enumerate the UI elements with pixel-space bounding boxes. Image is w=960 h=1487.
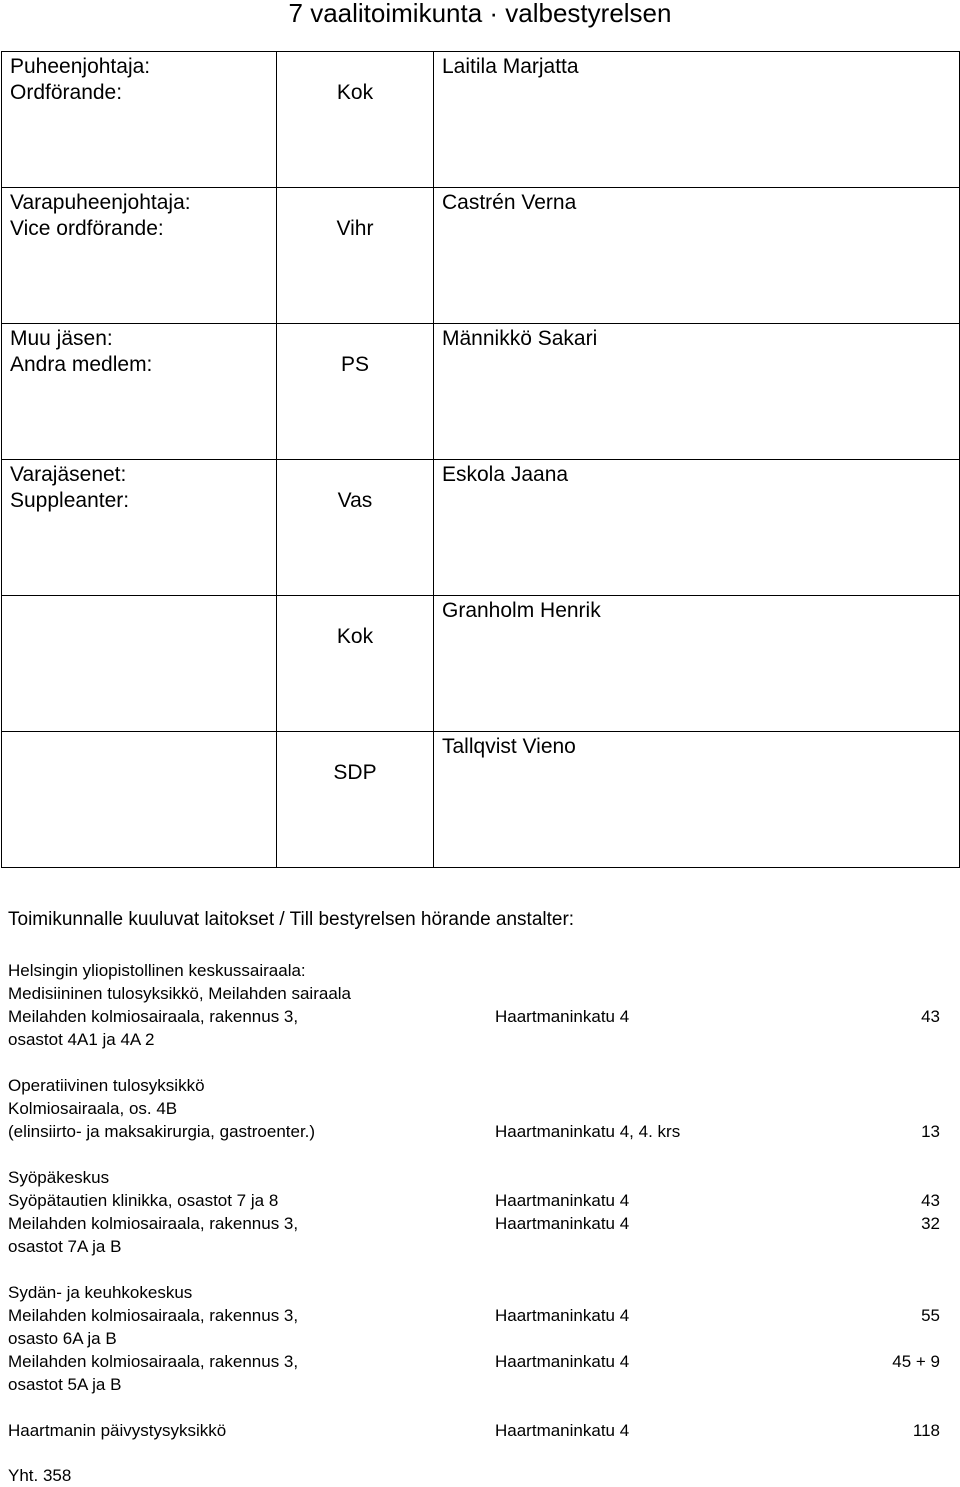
institution-count: 32 [921,1214,940,1233]
institution-name: Syöpätautien klinikka, osastot 7 ja 8 [8,1191,279,1210]
institution-count: 55 [921,1306,940,1325]
institution-row [8,1396,940,1419]
party-cell: Vihr [277,188,434,324]
board-row [2,732,960,868]
institution-address: Haartmaninkatu 4 [495,1214,630,1233]
total-count: Yht. 358 [8,1466,72,1485]
member-name-cell: Männikkö Sakari [434,324,960,460]
institution-address: Haartmaninkatu 4 [495,1352,630,1371]
institution-address: Haartmaninkatu 4 [495,1007,630,1026]
institution-name: Medisiininen tulosyksikkö, Meilahden sairaala [8,984,352,1003]
role-cell [2,188,277,324]
institution-row [8,982,940,1005]
institution-row [8,1120,940,1143]
institution-row [8,1258,940,1281]
party-cell: PS [277,324,434,460]
role-label [10,624,276,650]
role-label [10,598,276,624]
institution-row [8,1350,940,1373]
institution-name: Operatiivinen tulosyksikkö [8,1076,205,1095]
role-label: Varapuheenjohtaja: [10,191,191,214]
institution-name: Helsingin yliopistollinen keskussairaala: [8,961,306,980]
role-label: Ordförande: [10,81,123,104]
role-cell [2,52,277,188]
institution-row [8,1281,940,1304]
institution-row [8,1051,940,1074]
institution-name: Meilahden kolmiosairaala, rakennus 3, [8,1214,299,1233]
institution-row [8,1304,940,1327]
party-cell: Kok [277,596,434,732]
institution-name: Meilahden kolmiosairaala, rakennus 3, [8,1352,299,1371]
institution-name: Syöpäkeskus [8,1168,110,1187]
institution-row [8,1143,940,1166]
institution-count: 13 [921,1122,940,1141]
role-cell [2,324,277,460]
role-label: Puheenjohtaja: [10,55,151,78]
institution-count: 43 [921,1007,940,1026]
institutions-heading: Toimikunnalle kuuluvat laitokset / Till bestyrelsen hörande anstalter: [8,909,575,930]
institution-name: (elinsiirto- ja maksakirurgia, gastroenter.) [8,1122,316,1141]
role-label: Andra medlem: [10,353,153,376]
board-row [2,188,960,324]
institution-name: osasto 6A ja B [8,1329,117,1348]
institution-address: Haartmaninkatu 4, 4. krs [495,1122,681,1141]
institution-name: Haartmanin päivystysyksikkö [8,1421,227,1440]
institution-count: 43 [921,1191,940,1210]
role-label [10,734,276,760]
role-cell [2,596,277,732]
role-cell [2,460,277,596]
institution-row [8,1097,940,1120]
role-cell [2,732,277,868]
institution-row [8,1074,940,1097]
institution-row [8,1419,940,1442]
institution-row [8,1327,940,1350]
institution-row [8,1235,940,1258]
member-name-cell: Castrén Verna [434,188,960,324]
role-label: Vice ordförande: [10,217,164,240]
institution-row [8,1166,940,1189]
member-name-cell: Granholm Henrik [434,596,960,732]
institution-row [8,1005,940,1028]
institution-address: Haartmaninkatu 4 [495,1421,630,1440]
member-name-cell: Eskola Jaana [434,460,960,596]
institution-address: Haartmaninkatu 4 [495,1306,630,1325]
board-row [2,52,960,188]
institution-row [8,1373,940,1396]
role-label: Muu jäsen: [10,327,113,350]
board-row [2,596,960,732]
institution-name: osastot 7A ja B [8,1237,122,1256]
institution-row [8,1212,940,1235]
institution-count: 45 + 9 [892,1352,940,1371]
member-name-cell: Tallqvist Vieno [434,732,960,868]
institution-row [8,1028,940,1051]
institution-name: Sydän- ja keuhkokeskus [8,1283,193,1302]
party-cell: Kok [277,52,434,188]
institution-name: osastot 5A ja B [8,1375,122,1394]
board-row [2,460,960,596]
role-label [10,760,276,786]
party-cell: Vas [277,460,434,596]
institution-name: Meilahden kolmiosairaala, rakennus 3, [8,1306,299,1325]
party-cell: SDP [277,732,434,868]
member-name-cell: Laitila Marjatta [434,52,960,188]
board-members-table [1,51,960,868]
role-label: Suppleanter: [10,489,130,512]
institution-address: Haartmaninkatu 4 [495,1191,630,1210]
institution-name: osastot 4A1 ja 4A 2 [8,1030,155,1049]
institution-count: 118 [912,1421,940,1440]
institution-name: Meilahden kolmiosairaala, rakennus 3, [8,1007,299,1026]
institutions-list [8,959,940,1442]
institution-name: Kolmiosairaala, os. 4B [8,1099,178,1118]
institution-row [8,1189,940,1212]
document-title: 7 vaalitoimikunta · valbestyrelsen [288,0,672,28]
institution-row [8,959,940,982]
board-row [2,324,960,460]
role-label: Varajäsenet: [10,463,127,486]
